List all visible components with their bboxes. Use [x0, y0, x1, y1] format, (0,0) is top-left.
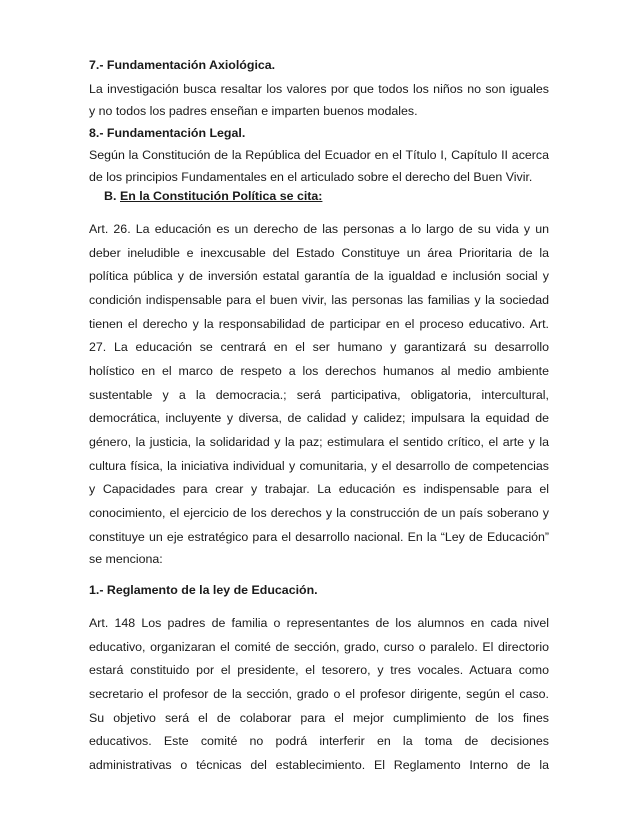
- art26-line: holístico en el marco de respeto a los derechos humanos al medio ambiente: [89, 364, 549, 378]
- bullet-text: En la Constitución Política se cita:: [120, 189, 323, 203]
- art26-line: se menciona:: [89, 552, 163, 566]
- art26-line: 27. La educación se centrará en el ser humano y garantizará su desarrollo: [89, 340, 549, 354]
- art26-line: conocimiento, el ejercicio de los derechos y la construcción de un país soberano y: [89, 506, 549, 520]
- heading-fundamentacion-axiologica: 7.- Fundamentación Axiológica.: [89, 58, 276, 72]
- bullet-constitucion-politica: [104, 188, 564, 204]
- art148-line: Su objetivo será el de colaborar para el mejor cumplimiento de los fines: [89, 711, 549, 725]
- art26-line: política pública y de inversión estatal garantía de la igualdad e inclusión social y: [89, 269, 549, 283]
- paragraph-line: y no todos los padres enseñan e imparten buenos modales.: [89, 104, 418, 118]
- art148-line: educativos. Este comité no podrá interferir en la toma de decisiones: [89, 734, 549, 748]
- art26-line: y Capacidades para crear y trabajar. La educación es indispensable para el: [89, 482, 549, 496]
- heading-fundamentacion-legal: 8.- Fundamentación Legal.: [89, 126, 246, 140]
- bullet-marker: B.: [104, 189, 117, 203]
- art26-line: democrática, incluyente y diversa, de calidad y calidez; impulsara la equidad de: [89, 411, 549, 425]
- paragraph-line: La investigación busca resaltar los valores por que todos los niños no son iguales: [89, 82, 549, 96]
- heading-reglamento-ley-educacion: 1.- Reglamento de la ley de Educación.: [89, 583, 318, 597]
- art26-line: sustentable y a la democracia.; será participativa, obligatoria, intercultural,: [89, 388, 549, 402]
- art26-line: Art. 26. La educación es un derecho de las personas a lo largo de su vida y un: [89, 222, 549, 236]
- art26-line: deber ineludible e inexcusable del Estado Constituye un área Prioritaria de la: [89, 246, 549, 260]
- art26-line: constituye un eje estratégico para el desarrollo nacional. En la “Ley de Educación”: [89, 530, 549, 544]
- art26-line: cultura física, la iniciativa individual y comunitaria, y el desarrollo de competencias: [89, 459, 549, 473]
- paragraph-line: de los principios Fundamentales en el articulado sobre el derecho del Buen Vivir.: [89, 170, 533, 184]
- art26-line: condición indispensable para el buen vivir, las personas las familias y la sociedad: [89, 293, 549, 307]
- art148-line: estará constituido por el presidente, el tesorero, y tres vocales. Actuara como: [89, 663, 549, 677]
- art26-line: tienen el derecho y la responsabilidad de participar en el proceso educativo. Art.: [89, 317, 549, 331]
- art148-line: Art. 148 Los padres de familia o representantes de los alumnos en cada nivel: [89, 616, 549, 630]
- art148-line: educativo, organizaran el comité de sección, grado, curso o paralelo. El directorio: [89, 640, 549, 654]
- art26-line: género, la justicia, la solidaridad y la paz; estimulara el sentido crítico, el arte y la: [89, 435, 549, 449]
- art148-line: administrativas o técnicas del establecimiento. El Reglamento Interno de la: [89, 758, 549, 772]
- art148-line: secretario el profesor de la sección, grado o el profesor dirigente, según el caso.: [89, 687, 549, 701]
- paragraph-line: Según la Constitución de la República del Ecuador en el Título I, Capítulo II acerca: [89, 148, 549, 162]
